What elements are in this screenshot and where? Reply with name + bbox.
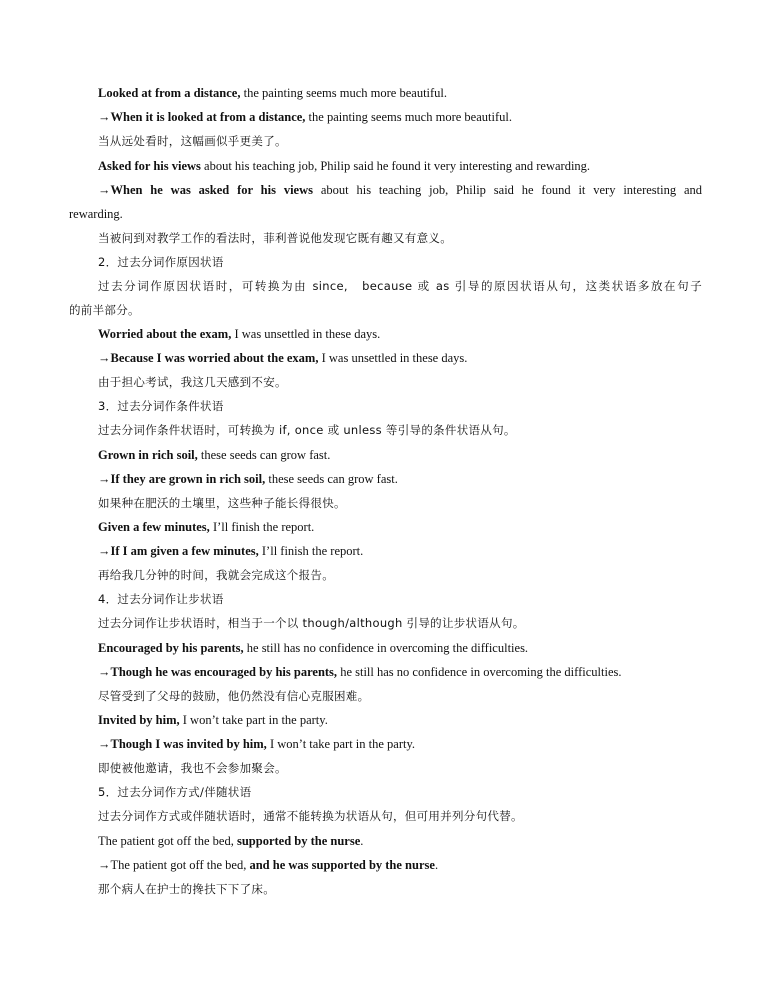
example-sentence: The patient got off the bed, supported by the nurse. <box>98 834 364 848</box>
converted-sentence: →When he was asked for his views about his teaching job, Philip said he found it very interesting and <box>98 183 702 197</box>
translation: 那个病人在护士的搀扶下下了床。 <box>98 882 275 896</box>
converted-sentence: →When it is looked at from a distance, the painting seems much more beautiful. <box>98 110 512 124</box>
example-sentence: Asked for his views about his teaching job, Philip said he found it very interesting and rewarding. <box>98 159 591 173</box>
example-sentence: Grown in rich soil, these seeds can grow fast. <box>98 448 331 462</box>
section-heading: 2．过去分词作原因状语 <box>98 255 224 269</box>
rule-description: 过去分词作原因状语时，可转换为由 since, because 或 as 引导的原因状语从句，这类状语多放在句子 <box>98 279 702 293</box>
translation: 即使被他邀请，我也不会参加聚会。 <box>98 761 287 775</box>
example-sentence: Invited by him, I won’t take part in the party. <box>98 713 328 727</box>
section-heading: 5．过去分词作方式/伴随状语 <box>98 785 252 799</box>
translation: 当被问到对教学工作的看法时，菲利普说他发现它既有趣又有意义。 <box>98 231 452 245</box>
converted-sentence: →Though I was invited by him, I won’t take part in the party. <box>98 737 416 751</box>
converted-sentence-continuation: rewarding. <box>69 207 123 221</box>
section-heading: 3．过去分词作条件状语 <box>98 399 224 413</box>
translation: 再给我几分钟的时间，我就会完成这个报告。 <box>98 568 334 582</box>
translation: 当从远处看时，这幅画似乎更美了。 <box>98 134 287 148</box>
translation: 如果种在肥沃的土壤里，这些种子能长得很快。 <box>98 496 346 510</box>
rule-description-continuation: 的前半部分。 <box>69 303 140 317</box>
translation: 尽管受到了父母的鼓励，他仍然没有信心克服困难。 <box>98 689 370 703</box>
converted-sentence: →If they are grown in rich soil, these seeds can grow fast. <box>98 472 398 486</box>
example-sentence: Worried about the exam, I was unsettled in these days. <box>98 327 381 341</box>
example-sentence: Looked at from a distance, the painting seems much more beautiful. <box>98 86 448 100</box>
rule-description: 过去分词作让步状语时，相当于一个以 though/although 引导的让步状语从句。 <box>98 616 525 630</box>
converted-sentence: →If I am given a few minutes, I’ll finish the report. <box>98 544 364 558</box>
converted-sentence: →Though he was encouraged by his parents, he still has no confidence in overcoming the difficulties. <box>98 665 622 679</box>
rule-description: 过去分词作方式或伴随状语时，通常不能转换为状语从句，但可用并列分句代替。 <box>98 809 523 823</box>
example-sentence: Given a few minutes, I’ll finish the report. <box>98 520 315 534</box>
converted-sentence: →Because I was worried about the exam, I was unsettled in these days. <box>98 351 468 365</box>
example-sentence: Encouraged by his parents, he still has no confidence in overcoming the difficulties. <box>98 641 529 655</box>
translation: 由于担心考试，我这几天感到不安。 <box>98 375 287 389</box>
section-heading: 4．过去分词作让步状语 <box>98 592 224 606</box>
rule-description: 过去分词作条件状语时，可转换为 if, once 或 unless 等引导的条件状语从句。 <box>98 423 516 437</box>
converted-sentence: →The patient got off the bed, and he was supported by the nurse. <box>98 858 439 872</box>
